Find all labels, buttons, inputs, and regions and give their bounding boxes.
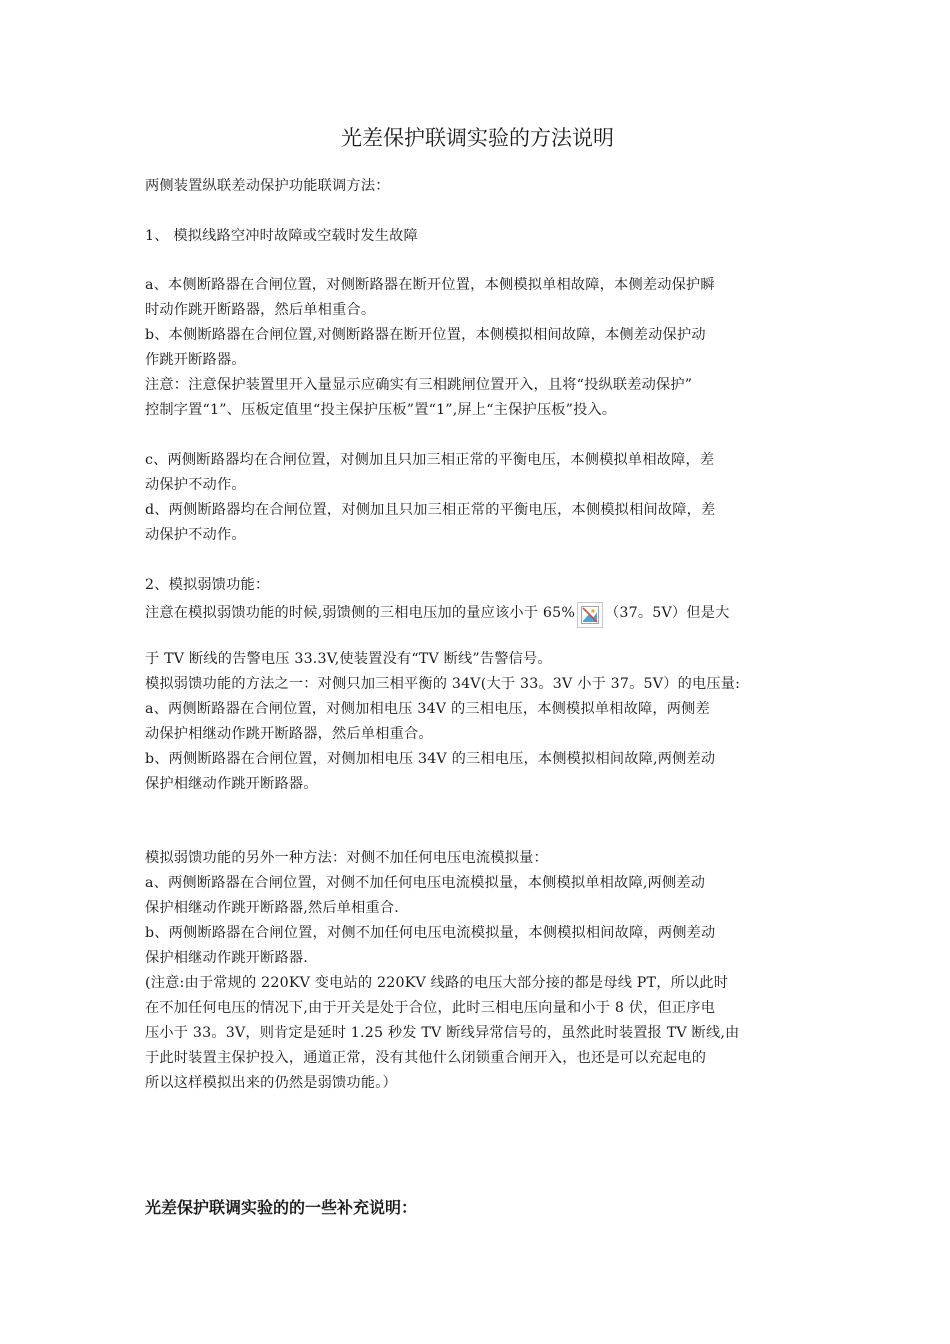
- paragraph-line: 保护相继动作跳开断路器,然后单相重合.: [145, 900, 400, 916]
- page-title: 光差保护联调实验的方法说明: [341, 126, 614, 150]
- paragraph-line: b、两侧断路器在合闸位置，对侧加相电压 34V 的三相电压，本侧模拟相间故障,两侧差动: [145, 751, 716, 767]
- note-line: 压小于 33。3V，则肯定是延时 1.25 秒发 TV 断线异常信号的，虽然此时装置报 TV 断线,由: [145, 1025, 740, 1041]
- note-line: 所以这样模拟出来的仍然是弱馈功能。）: [145, 1075, 397, 1091]
- paragraph-line: [145, 600, 810, 626]
- paragraph-line: 动保护不动作。: [145, 527, 246, 543]
- paragraph-line: 动保护不动作。: [145, 477, 246, 493]
- note-line: 控制字置“1”、压板定值里“投主保护压板”置“1”,屏上“主保护压板”投入。: [145, 402, 617, 418]
- note-line: 注意：注意保护装置里开入量显示应确实有三相跳闸位置开入，且将“投纵联差动保护”: [145, 377, 693, 393]
- section-2-heading: 2、模拟弱馈功能：: [145, 577, 270, 593]
- note-line: (注意:由于常规的 220KV 变电站的 220KV 线路的电压大部分接的都是母线 PT，所以此时: [145, 975, 729, 991]
- broken-image-icon: [577, 602, 603, 628]
- paragraph-line: d、两侧断路器均在合闸位置，对侧加且只加三相正常的平衡电压，本侧模拟相间故障，差: [145, 502, 716, 518]
- intro-line: 两侧装置纵联差动保护功能联调方法：: [145, 178, 390, 194]
- paragraph-line: 作跳开断路器。: [145, 352, 246, 368]
- paragraph-line: a、两侧断路器在合闸位置，对侧不加任何电压电流模拟量，本侧模拟单相故障,两侧差动: [145, 875, 706, 891]
- paragraph-line: 保护相继动作跳开断路器。: [145, 776, 318, 792]
- section-1-heading: 1、 模拟线路空冲时故障或空载时发生故障: [145, 228, 418, 244]
- supplementary-heading: 光差保护联调实验的的一些补充说明：: [145, 1198, 418, 1217]
- line-text: 注意在模拟弱馈功能的时候,弱馈侧的三相电压加的量应该小于 65%: [145, 605, 576, 621]
- paragraph-line: 模拟弱馈功能的方法之一：对侧只加三相平衡的 34V(大于 33。3V 小于 37。5V）的电压量:: [145, 676, 741, 692]
- paragraph-line: 保护相继动作跳开断路器.: [145, 950, 308, 966]
- line-text: （37。5V）但是大: [605, 605, 730, 621]
- paragraph-line: 于 TV 断线的告警电压 33.3V,使装置没有“TV 断线”告警信号。: [145, 651, 552, 667]
- paragraph-line: 时动作跳开断路器，然后单相重合。: [145, 302, 376, 318]
- paragraph-line: 模拟弱馈功能的另外一种方法：对侧不加任何电压电流模拟量：: [145, 850, 548, 866]
- paragraph-line: b、本侧断路器在合闸位置,对侧断路器在断开位置，本侧模拟相间故障，本侧差动保护动: [145, 327, 706, 343]
- note-line: 在不加任何电压的情况下,由于开关是处于合位，此时三相电压向量和小于 8 伏，但正序电: [145, 1000, 716, 1016]
- note-line: 于此时装置主保护投入，通道正常，没有其他什么闭锁重合闸开入，也还是可以充起电的: [145, 1050, 707, 1066]
- paragraph-line: 动保护相继动作跳开断路器，然后单相重合。: [145, 726, 433, 742]
- paragraph-line: a、两侧断路器在合闸位置，对侧加相电压 34V 的三相电压，本侧模拟单相故障，两侧差: [145, 701, 710, 717]
- paragraph-line: a、本侧断路器在合闸位置，对侧断路器在断开位置，本侧模拟单相故障，本侧差动保护瞬: [145, 277, 715, 293]
- paragraph-line: b、两侧断路器在合闸位置，对侧不加任何电压电流模拟量，本侧模拟相间故障，两侧差动: [145, 925, 716, 941]
- paragraph-line: c、两侧断路器均在合闸位置，对侧加且只加三相正常的平衡电压，本侧模拟单相故障，差: [145, 452, 715, 468]
